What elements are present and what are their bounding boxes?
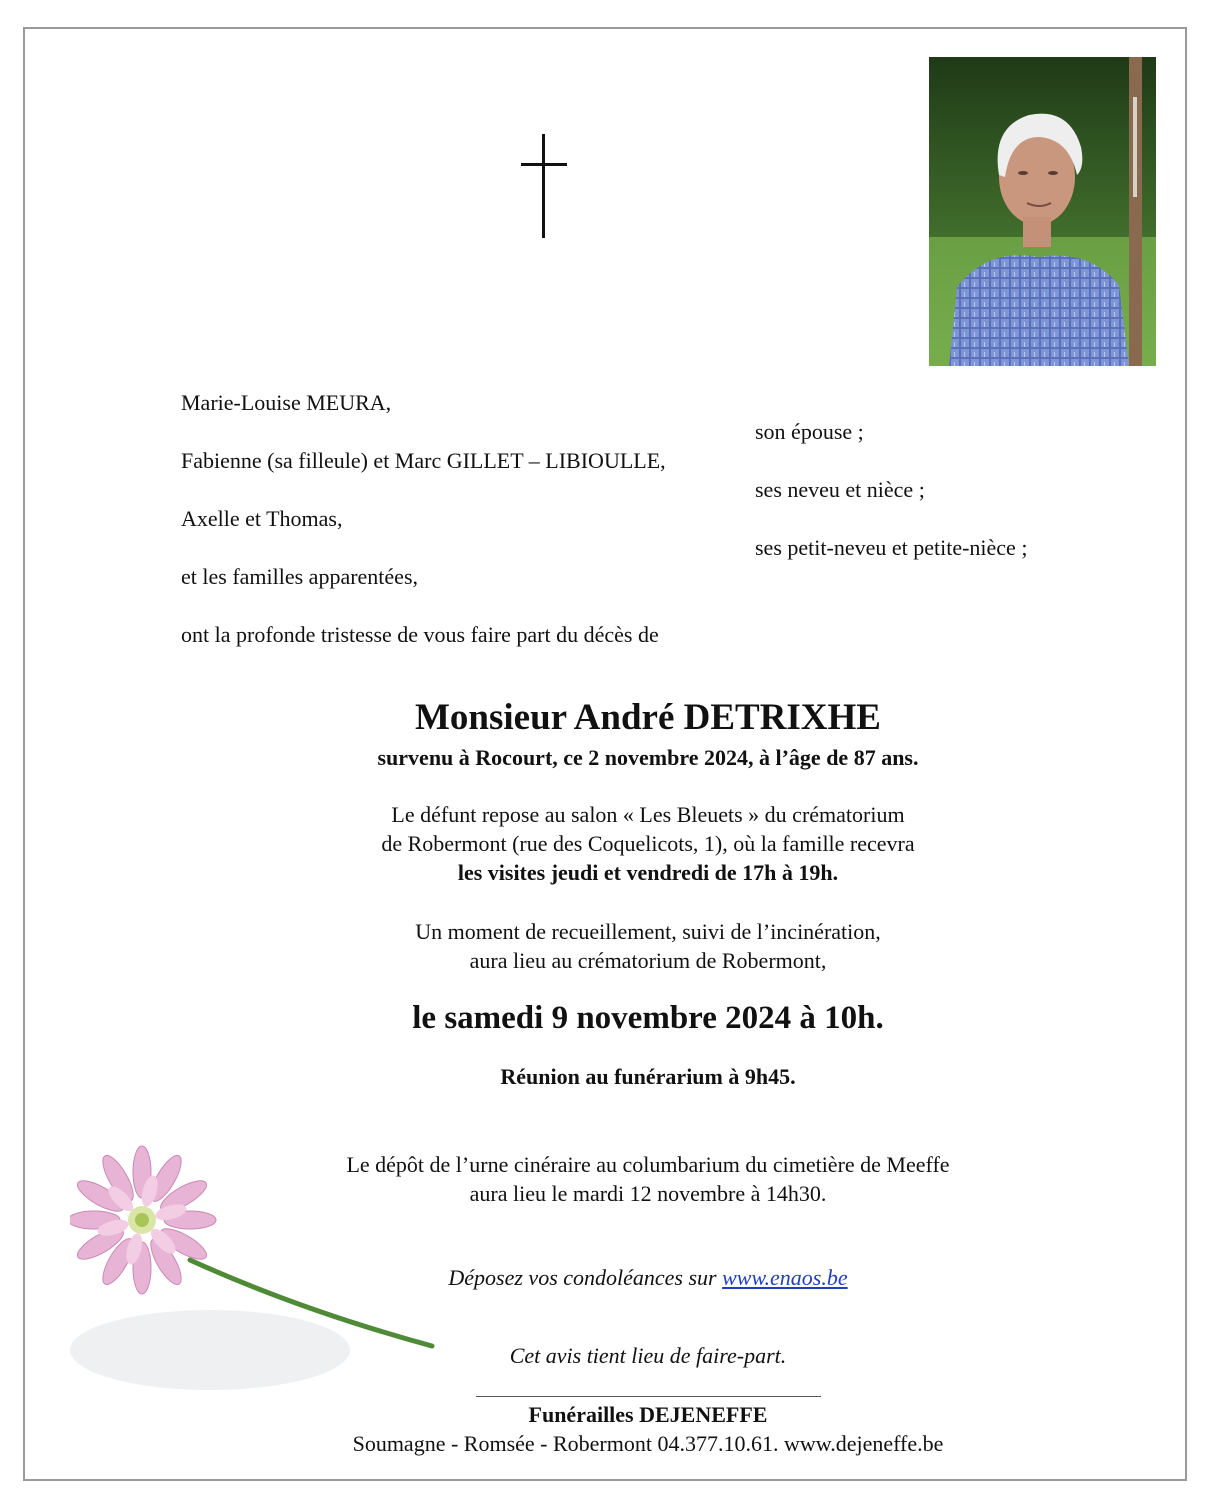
urn-line-1: Le dépôt de l’urne cinéraire au columbarium du cimetière de Meeffe: [346, 1152, 950, 1177]
ceremony-line-2: aura lieu au crématorium de Robermont,: [469, 948, 827, 973]
visits-line-1: Le défunt repose au salon « Les Bleuets » du crématorium: [391, 802, 905, 827]
footer-contact: Soumagne - Romsée - Robermont 04.377.10.61. www.dejeneffe.be: [352, 1431, 944, 1456]
ceremony-line-1: Un moment de recueillement, suivi de l’incinération,: [415, 919, 881, 944]
family-relatives: et les familles apparentées,: [181, 564, 419, 589]
deceased-details: survenu à Rocourt, ce 2 novembre 2024, à l’âge de 87 ans.: [377, 745, 919, 770]
footer-company: Funérailles DEJENEFFE: [528, 1402, 768, 1427]
cross-icon: [521, 134, 567, 238]
ceremony-date: le samedi 9 novembre 2024 à 10h.: [412, 1000, 884, 1036]
condolences-text: Déposez vos condoléances sur: [448, 1265, 723, 1290]
condolences-link[interactable]: www.enaos.be: [722, 1265, 848, 1290]
family-grandnephew-name: Axelle et Thomas,: [181, 506, 343, 531]
notice-text: Cet avis tient lieu de faire-part.: [509, 1343, 787, 1368]
visits-line-2: de Robermont (rue des Coquelicots, 1), où la famille recevra: [381, 831, 915, 856]
deceased-name: Monsieur André DETRIXHE: [415, 697, 881, 738]
flower-icon: [70, 1120, 450, 1410]
family-spouse-relation: son épouse ;: [755, 419, 864, 444]
meeting-time: Réunion au funérarium à 9h45.: [500, 1064, 796, 1089]
urn-line-2: aura lieu le mardi 12 novembre à 14h30.: [469, 1181, 827, 1206]
family-grandnephew-relation: ses petit-neveu et petite-nièce ;: [755, 535, 1028, 560]
announcement-intro: ont la profonde tristesse de vous faire part du décès de: [181, 622, 659, 647]
family-nephew-relation: ses neveu et nièce ;: [755, 477, 925, 502]
visits-hours: les visites jeudi et vendredi de 17h à 19h.: [457, 860, 839, 885]
footer-separator: [476, 1396, 821, 1397]
family-spouse-name: Marie-Louise MEURA,: [181, 390, 392, 415]
portrait-photo: [929, 57, 1156, 366]
family-nephew-name: Fabienne (sa filleule) et Marc GILLET – LIBIOULLE,: [181, 448, 666, 473]
